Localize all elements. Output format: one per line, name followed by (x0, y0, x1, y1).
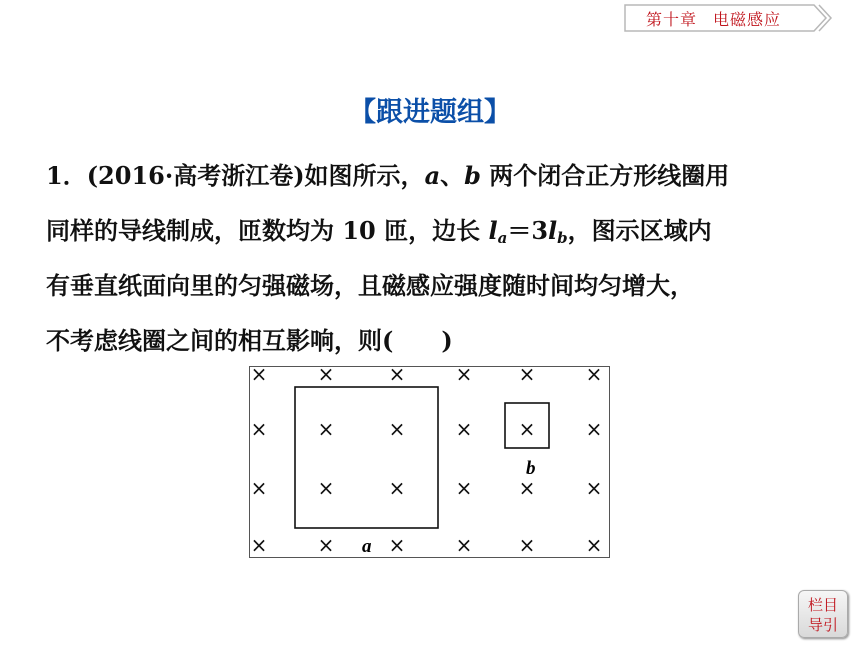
problem-line-1: 1．(2016·高考浙江卷)如图所示，a、b 两个闭合正方形线圈用 (46, 161, 730, 190)
section-nav-button[interactable] (798, 590, 848, 638)
label-coil-b: b (526, 458, 536, 479)
field-cross-r1-c5: × (585, 417, 603, 441)
field-cross-r0-c4: × (518, 366, 536, 386)
field-cross-r1-c3: × (455, 417, 473, 441)
field-cross-r1-c2: × (388, 417, 406, 441)
problem-line-2: 同样的导线制成，匝数均为 10 匝，边长 $l_a=3l_b$，图示区域内 (46, 216, 712, 247)
chapter-header-tab (624, 4, 828, 30)
field-cross-r0-c2: × (388, 366, 406, 386)
field-cross-r1-c4: × (518, 417, 536, 441)
field-cross-r3-c0: × (250, 533, 268, 557)
field-cross-r0-c3: × (455, 366, 473, 386)
field-cross-r2-c4: × (518, 476, 536, 500)
problem-text (46, 148, 826, 368)
field-cross-r2-c0: × (250, 476, 268, 500)
chapter-topic: 电磁感应 (713, 10, 782, 29)
problem-line-3: 有垂直纸面向里的匀强磁场，且磁感应强度随时间均匀增大， (46, 271, 694, 300)
field-cross-r0-c1: × (317, 366, 335, 386)
field-cross-r2-c1: × (317, 476, 335, 500)
field-cross-r1-c1: × (317, 417, 335, 441)
problem-line-4: 不考虑线圈之间的相互影响，则( ) (46, 326, 453, 355)
chapter-number: 第十章 (646, 10, 698, 29)
field-cross-r3-c5: × (585, 533, 603, 557)
field-diagram (249, 366, 610, 558)
field-cross-r3-c2: × (388, 533, 406, 557)
magnetic-field-figure (249, 366, 610, 558)
nav-button-label-2: 导引 (807, 616, 838, 634)
field-cross-r2-c3: × (455, 476, 473, 500)
label-coil-a: a (362, 536, 372, 557)
nav-button-label-1: 栏目 (807, 596, 838, 614)
section-title: 【跟进题组】 (349, 97, 511, 128)
field-cross-r3-c3: × (455, 533, 473, 557)
field-cross-r2-c2: × (388, 476, 406, 500)
field-cross-r1-c0: × (250, 417, 268, 441)
field-cross-r0-c0: × (250, 366, 268, 386)
field-cross-r3-c4: × (518, 533, 536, 557)
field-cross-r0-c5: × (585, 366, 603, 386)
field-cross-r2-c5: × (585, 476, 603, 500)
field-region-border (250, 367, 610, 558)
field-cross-r3-c1: × (317, 533, 335, 557)
